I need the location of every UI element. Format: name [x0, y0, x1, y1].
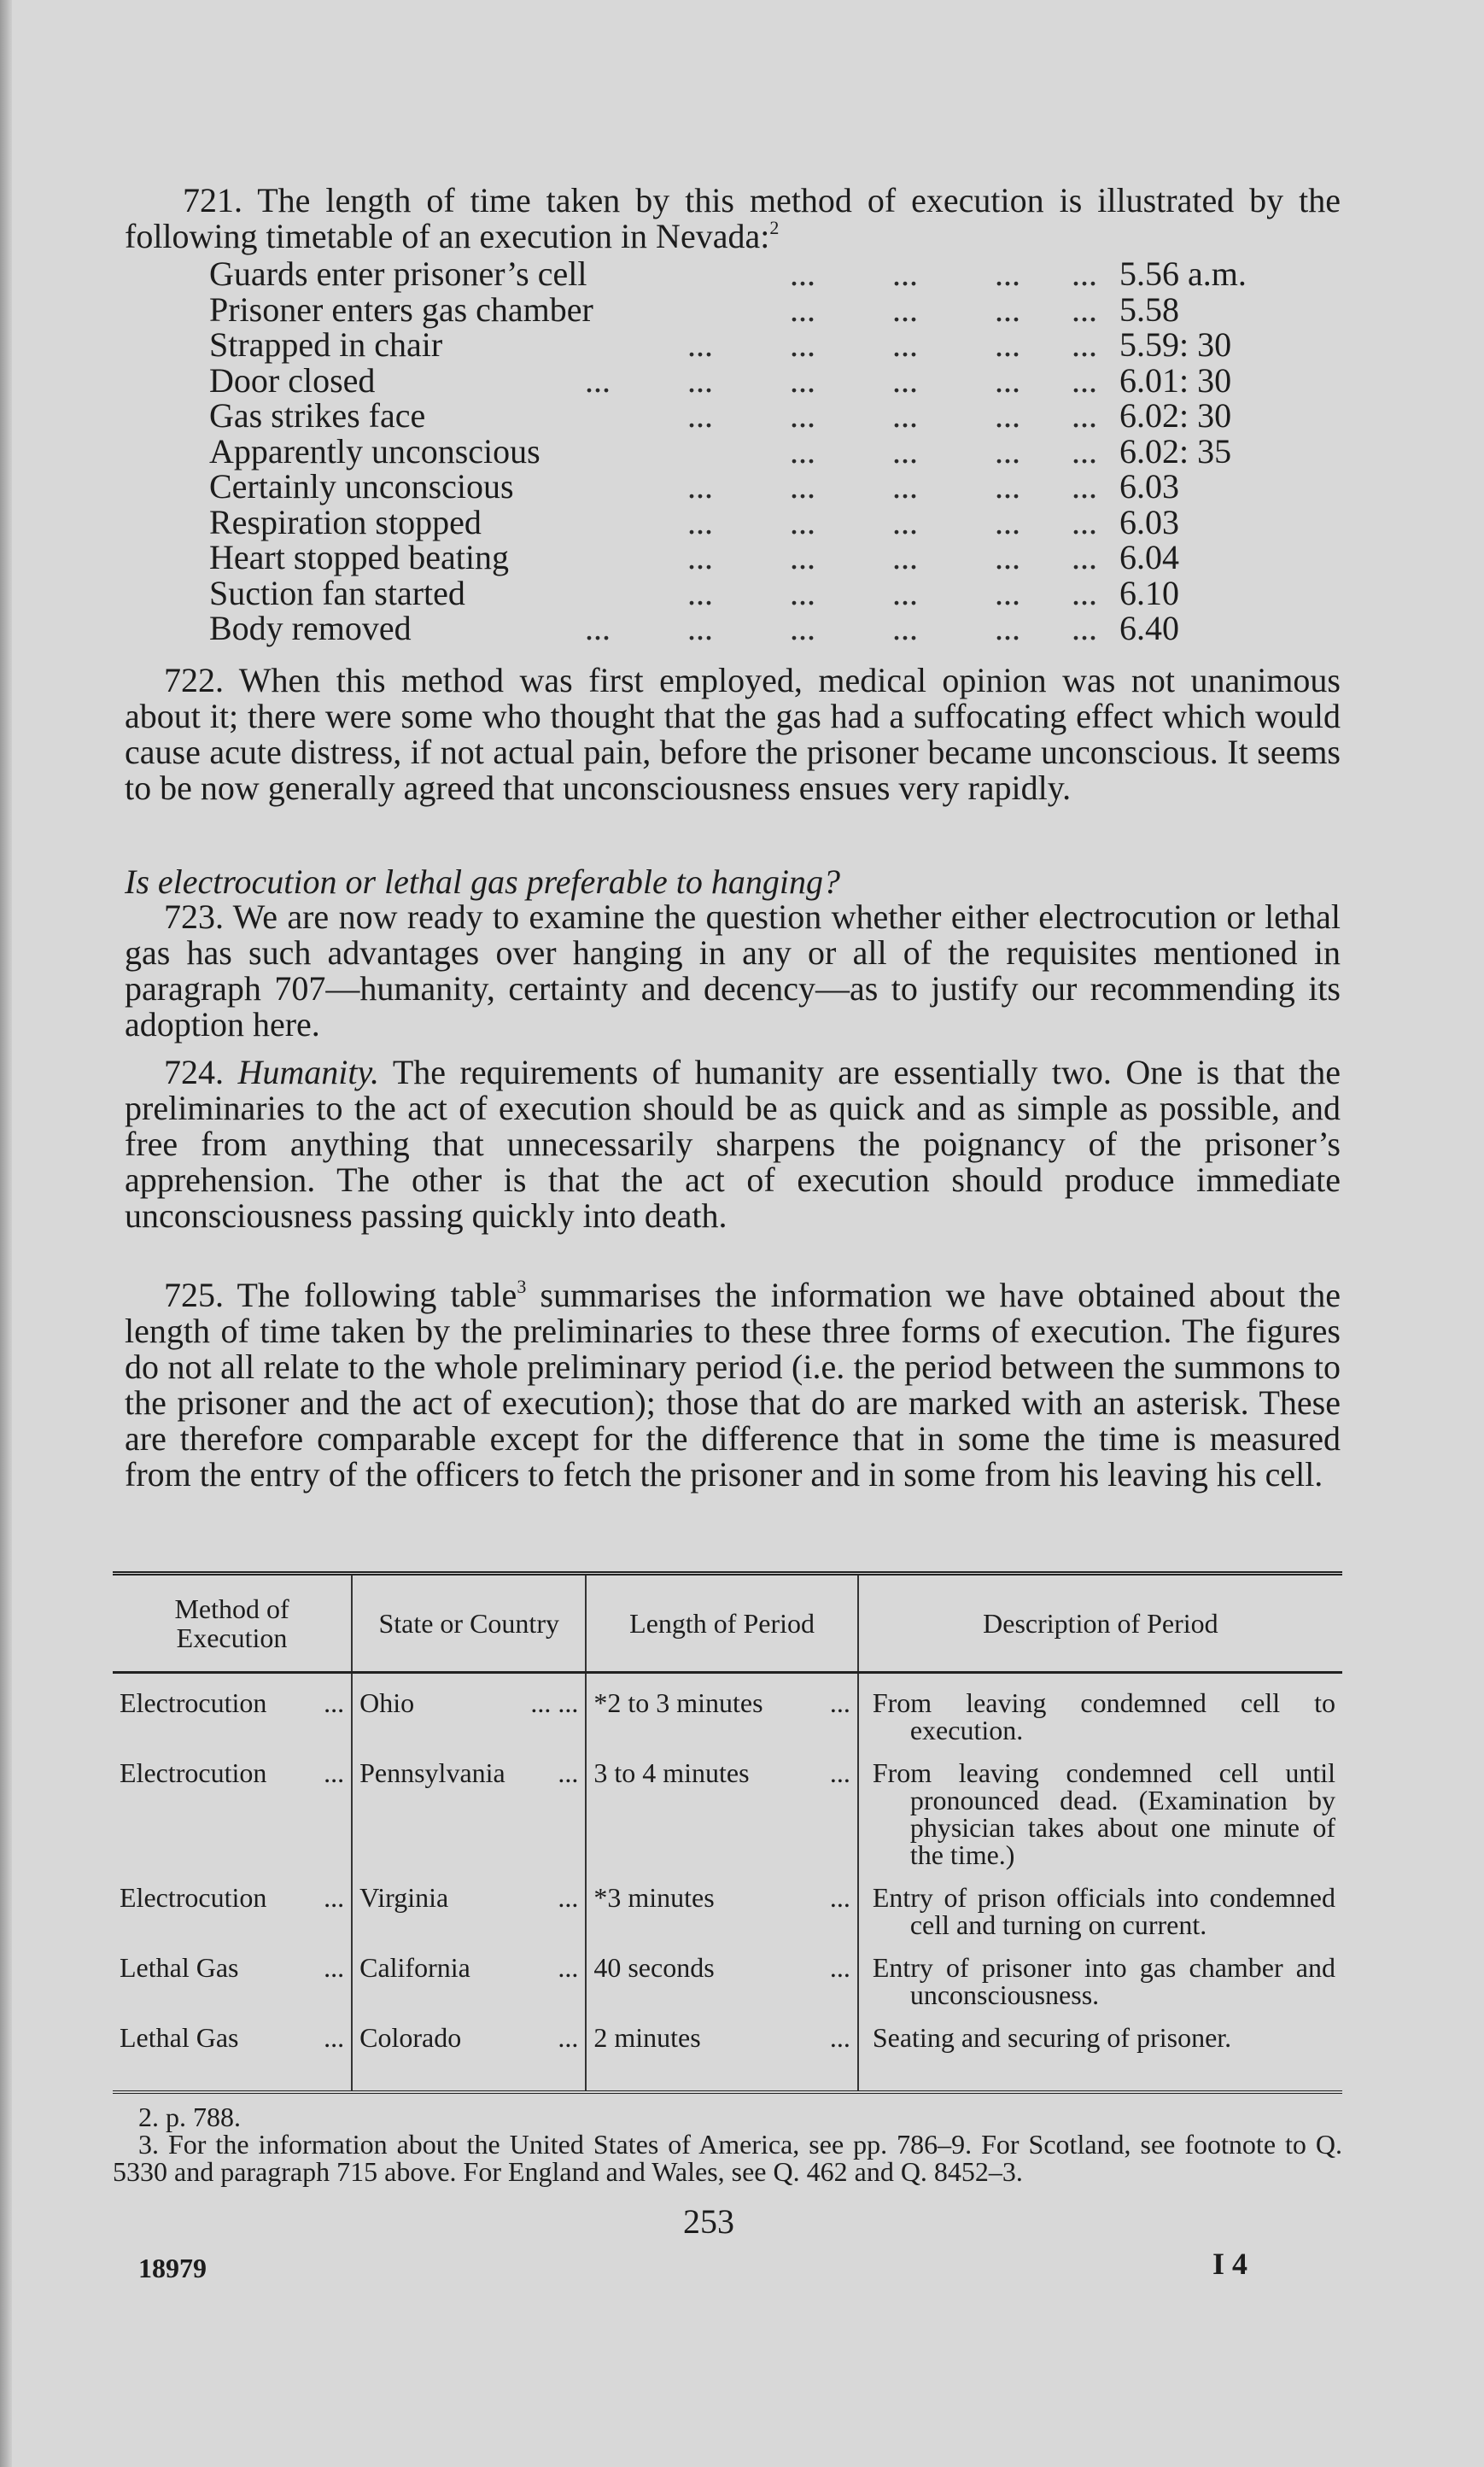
table-row	[113, 2017, 1342, 2092]
paragraph-725	[125, 1277, 1341, 1493]
leader-dots: ...	[829, 2022, 850, 2053]
paragraph-721	[125, 183, 1341, 254]
paragraph-text: summarises the information we have obtained about the length of time taken by the preliminaries to these three forms of execution. The figures do not all relate to the whole preliminary period (i.e. the period between the summons to the prisoner and the act of execution); those that do are marked with an asterisk. These are therefore comparable except for the difference that in some the time is measured from the entry of the officers to fetch the prisoner and in some from his leaving his cell.	[125, 1276, 1341, 1494]
cell-state: Virginia	[359, 1882, 449, 1913]
leader-dots: ...	[558, 1882, 579, 1913]
table-row	[113, 1947, 1342, 2017]
leader-dots: ...	[324, 2022, 345, 2053]
timetable-time: 6.10	[1119, 573, 1179, 612]
timetable-time: 5.58	[1119, 289, 1179, 329]
timetable-row: Respiration stopped ... ... ... ... ... 6.03	[209, 502, 1179, 541]
timetable-row: Certainly unconscious ... ... ... ... ... 6.03	[209, 467, 1179, 506]
timetable-event: Door closed	[209, 360, 376, 400]
paragraph-italic-lead: Humanity.	[237, 1053, 380, 1091]
paragraph-723	[125, 899, 1341, 1043]
cell-length: *3 minutes	[593, 1882, 715, 1913]
cell-state: Pennsylvania	[359, 1757, 505, 1788]
timetable-row: Heart stopped beating ... ... ... ... ... 6.04	[209, 538, 1179, 576]
execution-preliminaries-table	[113, 1571, 1342, 2094]
timetable-event: Guards enter prisoner’s cell	[209, 254, 587, 293]
table-row	[113, 1752, 1342, 1877]
timetable-time: 6.04	[1119, 538, 1179, 576]
leader-dots: ...	[829, 1952, 850, 1983]
timetable-event: Body removed	[209, 609, 412, 647]
leader-dots: ...	[324, 1757, 345, 1788]
leader-dots: ...	[829, 1882, 850, 1913]
timetable-time: 6.02: 30	[1119, 396, 1232, 435]
column-header-state: State or Country	[352, 1574, 586, 1673]
paragraph-text: The length of time taken by this method of execution is illustrated by the following timetable of an execution in Nevada:	[125, 181, 1341, 255]
cell-method: Electrocution	[120, 1757, 267, 1788]
cell-state: Ohio	[359, 1687, 415, 1718]
footnotes	[113, 2103, 1342, 2185]
paragraph-text: 723. We are now ready to examine the question whether either electrocution or lethal gas has such advantages over hanging in any or all of the requisites mentioned in paragraph 707—humanity, certainty and decency—as to justify our recommending its adoption here.	[125, 897, 1341, 1044]
leader-dots: ...	[558, 2022, 579, 2053]
timetable-time: 5.59: 30	[1119, 325, 1232, 364]
cell-description: Seating and securing of prisoner.	[858, 2017, 1342, 2092]
table-row	[113, 1673, 1342, 1753]
footnote-2: 2. p. 788.	[138, 2102, 241, 2132]
leader-dots: ...	[324, 1882, 345, 1913]
column-header-method: Method of Execution	[113, 1574, 352, 1673]
nevada-timetable	[209, 256, 1268, 646]
page-binding-shadow	[0, 0, 12, 2467]
timetable-time: 6.03	[1119, 502, 1179, 541]
timetable-event: Gas strikes face	[209, 396, 426, 435]
footnote-ref: 3	[517, 1276, 527, 1297]
cell-state: Colorado	[359, 2022, 462, 2053]
timetable-time: 5.56 a.m.	[1119, 254, 1247, 293]
paragraph-text: 722. When this method was first employed, medical opinion was not unanimous about it; there were some who thought that the gas had a suffocating effect which would cause acute distress, if not actual pain, before the prisoner became unconscious. It seems to be now generally agreed that unconsciousness ensues very rapidly.	[125, 661, 1341, 807]
timetable-row: Body removed ... ... ... ... ... ... 6.40	[209, 609, 1179, 647]
cell-length: 3 to 4 minutes	[593, 1757, 750, 1788]
timetable-row: Guards enter prisoner’s cell ... ... ... ... 5.56 a.m.	[209, 254, 1247, 293]
timetable-time: 6.02: 35	[1119, 431, 1232, 471]
cell-description: From leaving condemned cell to execution.	[858, 1673, 1342, 1753]
page-number: 253	[683, 2202, 734, 2241]
leader-dots: ...	[324, 1952, 345, 1983]
timetable-row: Apparently unconscious ... ... ... ... 6.02: 35	[209, 431, 1232, 471]
paragraph-lead: 725. The following table	[164, 1276, 517, 1314]
timetable-time: 6.03	[1119, 467, 1179, 506]
timetable-time: 6.01: 30	[1119, 360, 1232, 400]
timetable-time: 6.40	[1119, 609, 1179, 647]
timetable-event: Suction fan started	[209, 573, 465, 612]
leader-dots: ... ...	[530, 1687, 579, 1718]
paragraph-number: 721.	[183, 181, 242, 219]
timetable-event: Prisoner enters gas chamber	[209, 289, 593, 329]
timetable-row: Gas strikes face ... ... ... ... ... 6.02: 30	[209, 396, 1232, 435]
cell-method: Electrocution	[120, 1882, 267, 1913]
cell-length: 40 seconds	[593, 1952, 715, 1983]
cell-description: Entry of prison officials into condemned cell and turning on current.	[858, 1877, 1342, 1947]
paragraph-text: The requirements of humanity are essentially two. One is that the preliminaries to the act of execution should be as quick and as simple as possible, and free from anything that unnecessarily sharpens the poignancy of the prisoner’s apprehension. The other is that the act of execution should produce immediate unconsciousness passing quickly into death.	[125, 1053, 1341, 1235]
leader-dots: ...	[558, 1757, 579, 1788]
cell-length: 2 minutes	[593, 2022, 701, 2053]
timetable-event: Strapped in chair	[209, 325, 443, 364]
timetable-event: Respiration stopped	[209, 502, 482, 541]
column-header-description: Description of Period	[858, 1574, 1342, 1673]
print-code: 18979	[138, 2253, 207, 2283]
timetable-event: Certainly unconscious	[209, 467, 514, 506]
leader-dots: ...	[829, 1757, 850, 1788]
cell-state: California	[359, 1952, 470, 1983]
cell-method: Lethal Gas	[120, 1952, 239, 1983]
cell-description: From leaving condemned cell until pronounced dead. (Examination by physician takes about one minute of the time.)	[858, 1752, 1342, 1877]
cell-description: Entry of prisoner into gas chamber and unconsciousness.	[858, 1947, 1342, 2017]
timetable-row: Suction fan started ... ... ... ... ... 6.10	[209, 573, 1179, 612]
cell-method: Electrocution	[120, 1687, 267, 1718]
table-header-row	[113, 1574, 1342, 1673]
paragraph-number: 724.	[164, 1053, 224, 1091]
column-header-length: Length of Period	[586, 1574, 858, 1673]
timetable-event: Heart stopped beating	[209, 538, 509, 576]
footnote-ref: 2	[769, 217, 780, 238]
footnote-3: 3. For the information about the United States of America, see pp. 786–9. For Scotland, see footnote to Q. 5330 and paragraph 715 above. For England and Wales, see Q. 462 and Q. 8452–3.	[113, 2129, 1342, 2187]
timetable-row: Strapped in chair ... ... ... ... ... 5.59: 30	[209, 325, 1232, 364]
cell-length: *2 to 3 minutes	[593, 1687, 763, 1718]
leader-dots: ...	[829, 1687, 850, 1718]
table-row	[113, 1877, 1342, 1947]
timetable-row: Prisoner enters gas chamber ... ... ... ... 5.58	[209, 289, 1179, 329]
signature-mark: I 4	[1212, 2247, 1248, 2281]
paragraph-722	[125, 663, 1341, 806]
timetable-event: Apparently unconscious	[209, 431, 540, 471]
cell-method: Lethal Gas	[120, 2022, 239, 2053]
timetable-row: Door closed ... ... ... ... ... ... 6.01: 30	[209, 360, 1232, 400]
section-heading	[125, 864, 1341, 900]
leader-dots: ...	[558, 1952, 579, 1983]
leader-dots: ...	[324, 1687, 345, 1718]
paragraph-724	[125, 1055, 1341, 1234]
section-heading-text: Is electrocution or lethal gas preferable to hanging?	[125, 862, 841, 901]
